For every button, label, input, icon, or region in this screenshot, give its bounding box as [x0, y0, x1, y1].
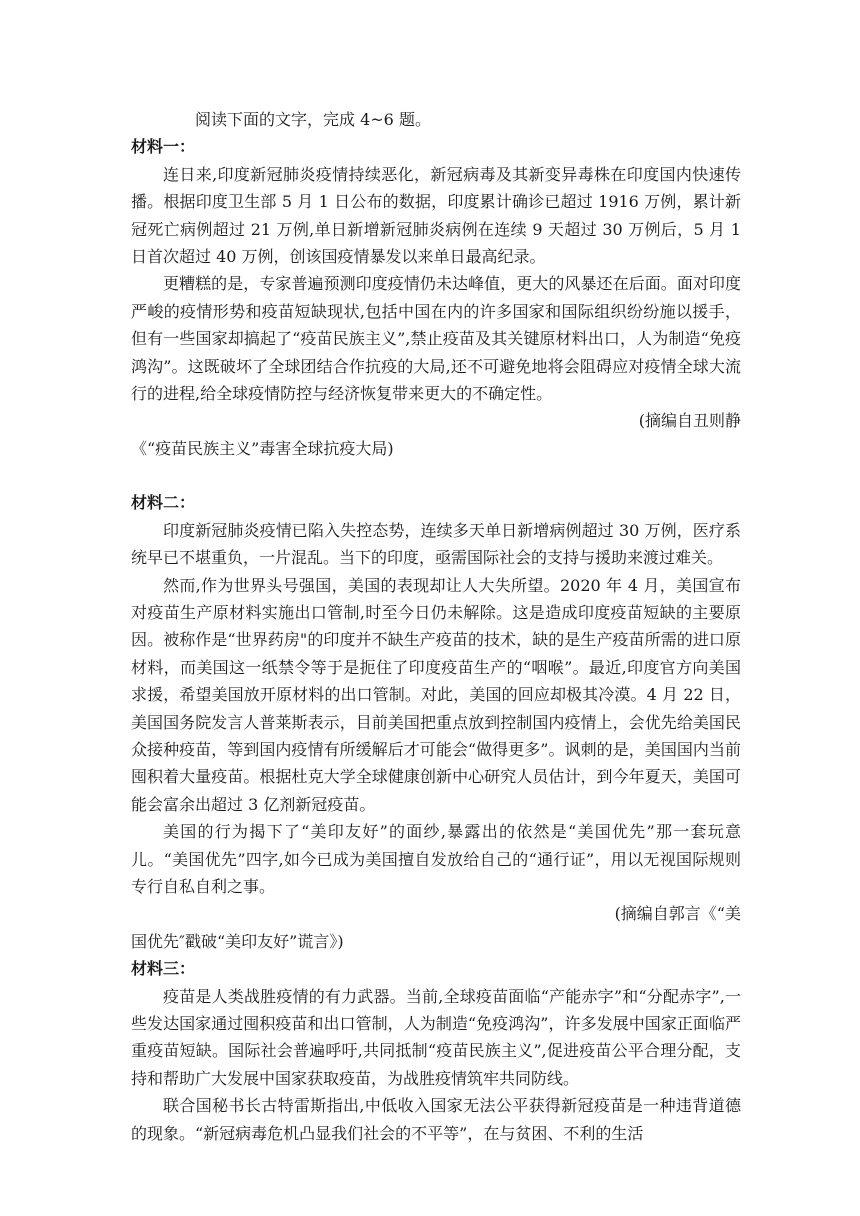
- material-1-heading: 材料一：: [131, 137, 196, 157]
- material-2-heading: 材料二：: [131, 493, 196, 513]
- material-2-paragraph: 然而,作为世界头号强国，美国的表现却让人大失所望。2020 年 4 月，美国宣布对疫苗生产原材料实施出口管制,时至今日仍未解除。这是造成印度疫苗短缺的主要原因。被称作是“世界药房"的印度并不缺生产疫苗的技术，缺的是生产疫苗所需的进口原材料，而美国这一纸禁令等于是扼住了印度疫苗生产的“咽喉”。最近,印度官方向美国求援，希望美国放开原材料的出口管制。对此，美国的回应却极其冷漠。4 月 22 日，美国国务院发言人普莱斯表示，目前美国把重点放到控制国内疫情上，会优先给美国民众接种疫苗，等到国内疫情有所缓解后才可能会“做得更多”。讽刺的是，美国国内当前囤积着大量疫苗。根据杜克大学全球健康创新中心研究人员估计，到今年夏天，美国可能会富余出超过 3 亿剂新冠疫苗。: [131, 575, 741, 814]
- material-3-heading: 材料三：: [131, 959, 196, 979]
- material-2-source: [131, 900, 741, 955]
- source-title-line: 《“疫苗民族主义”毒害全球抗疫大局): [131, 438, 394, 458]
- material-1-paragraph: 连日来,印度新冠肺炎疫情持续恶化，新冠病毒及其新变异毒株在印度国内快速传播。根据印度卫生部 5 月 1 日公布的数据，印度累计确诊已超过 1916 万例，累计新冠死亡病例超过 21 万例,单日新增新冠肺炎病例在连续 9 天超过 30 万例后，5 月 1 日首次超过 40 万例，创该国疫情暴发以来单日最高纪录。: [131, 164, 741, 267]
- material-2-paragraph: 印度新冠肺炎疫情已陷入失控态势，连续多天单日新增病例超过 30 万例，医疗系统早已不堪重负，一片混乱。当下的印度，亟需国际社会的支持与援助来渡过难关。: [131, 520, 741, 568]
- source-attribution-line: (摘编自郭言《“美: [614, 904, 741, 924]
- material-2-paragraph: 美国的行为揭下了“美印友好”的面纱,暴露出的依然是“美国优先”那一套玩意儿。“美国优先”四字,如今已成为美国擅自发放给自己的“通行证”，用以无视国际规则专行自私自利之事。: [131, 822, 741, 896]
- section-spacer: [131, 462, 741, 489]
- document-body: [131, 106, 741, 1147]
- material-3-paragraph: 疫苗是人类战胜疫情的有力武器。当前,全球疫苗面临“产能赤字”和“分配赤字”,一些发达国家通过囤积疫苗和出口管制，人为制造“免疫鸿沟”，许多发展中国家正面临严重疫苗短缺。国际社会普遍呼吁,共同抵制“疫苗民族主义”,促进疫苗公平合理分配，支持和帮助广大发展中国家获取疫苗，为战胜疫情筑牢共同防线。: [131, 986, 741, 1088]
- reading-instruction: 阅读下面的文字，完成 4~6 题。: [195, 110, 431, 129]
- source-title-line: 国优先″戳破“美印友好”谎言》): [131, 931, 344, 951]
- material-1-source: [131, 407, 741, 462]
- material-3-paragraph: 联合国秘书长古特雷斯指出,中低收入国家无法公平获得新冠疫苗是一种违背道德的现象。“新冠病毒危机凸显我们社会的不平等”，在与贫困、不利的生活: [131, 1096, 741, 1143]
- source-attribution-line: (摘编自丑则静: [638, 411, 741, 431]
- material-1-paragraph: 更糟糕的是，专家普遍预测印度疫情仍未达峰值，更大的风暴还在后面。面对印度严峻的疫情形势和疫苗短缺现状,包括中国在内的许多国家和国际组织纷纷施以援手，但有一些国家却搞起了“疫苗民族主义”,禁止疫苗及其关键原材料出口，人为制造“免疫鸿沟”。这既破坏了全球团结合作抗疫的大局,还不可避免地将会阻碍应对疫情全球大流行的进程,给全球疫情防控与经济恢复带来更大的不确定性。: [131, 274, 741, 404]
